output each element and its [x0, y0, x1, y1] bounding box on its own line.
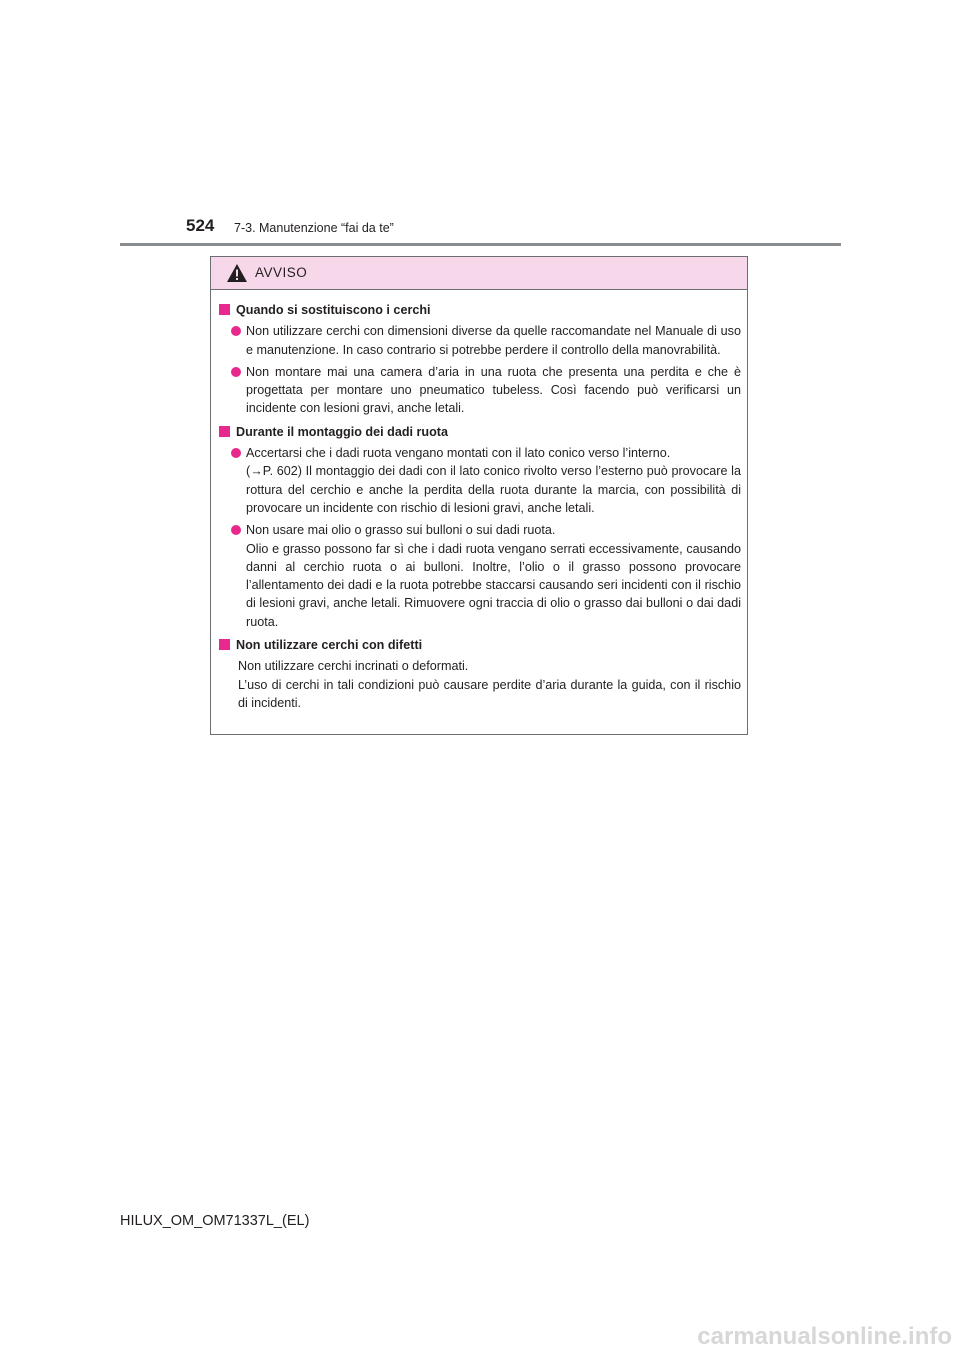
list-item	[219, 521, 741, 631]
section-heading-wheel-nuts	[219, 423, 741, 441]
square-bullet-icon	[219, 304, 230, 315]
footer-document-code: HILUX_OM_OM71337L_(EL)	[120, 1213, 310, 1229]
section-heading-text: Durante il montaggio dei dadi ruota	[236, 424, 449, 439]
dot-bullet-icon	[231, 326, 241, 336]
section-heading-defects	[219, 636, 741, 654]
item-text-detail: Olio e grasso possono far sì che i dadi ruota vengano serrati eccessivamente, causando danni al cerchio ruota o ai bulloni. Inoltre, l’olio o il grasso possono provocare l’allentamento dei dadi e la ruota potrebbe staccarsi causando seri incidenti con il rischio di lesioni gravi, anche letali. Rimuovere ogni traccia di olio o grasso dai bulloni o dai dadi ruota.	[246, 541, 741, 629]
dot-bullet-icon	[231, 448, 241, 458]
list-item	[219, 322, 741, 359]
item-text: Accertarsi che i dadi ruota vengano montati con il lato conico verso l’interno.	[246, 446, 671, 461]
warning-header	[211, 257, 747, 290]
dot-bullet-icon	[231, 525, 241, 535]
section-heading-text: Quando si sostituiscono i cerchi	[236, 303, 431, 317]
section-text-line: Non utilizzare cerchi incrinati o deformati.	[238, 659, 469, 674]
warning-body	[211, 290, 747, 712]
section-text	[219, 657, 741, 712]
section-heading-text: Non utilizzare cerchi con difetti	[236, 638, 423, 653]
item-text: Non montare mai una camera d’aria in una ruota che presenta una perdita e che è progettata per montare uno pneumatico tubeless. Così facendo può verificarsi un incidente con lesioni gravi, anche letali.	[246, 364, 741, 416]
list-item	[219, 444, 741, 517]
dot-bullet-icon	[231, 367, 241, 377]
square-bullet-icon	[219, 639, 230, 650]
watermark: carmanualsonline.info	[697, 1323, 952, 1350]
section-heading-rims	[219, 301, 741, 319]
warning-title: AVVISO	[255, 265, 308, 280]
list-item	[219, 363, 741, 418]
item-text-reference: (→P. 602) Il montaggio dei dadi con il lato conico rivolto verso l’esterno può provocare la rottura del cerchio e anche la perdita della ruota durante la marcia, con possibilità di provocare un incidente con rischio di lesioni gravi, anche letali.	[246, 464, 741, 515]
item-text: Non utilizzare cerchi con dimensioni diverse da quelle raccomandate nel Manuale di uso e manutenzione. In caso contrario si potrebbe perdere il controllo della manovrabilità.	[246, 324, 741, 357]
section-title: 7-3. Manutenzione “fai da te”	[234, 221, 394, 235]
header-rule	[120, 243, 841, 246]
square-bullet-icon	[219, 426, 230, 437]
warning-triangle-icon	[226, 263, 248, 283]
item-text: Non usare mai olio o grasso sui bulloni o sui dadi ruota.	[246, 523, 556, 538]
warning-box	[210, 256, 748, 735]
section-text-line: L’uso di cerchi in tali condizioni può causare perdite d’aria durante la guida, con il rischio di incidenti.	[238, 677, 741, 710]
page-number: 524	[186, 216, 215, 235]
